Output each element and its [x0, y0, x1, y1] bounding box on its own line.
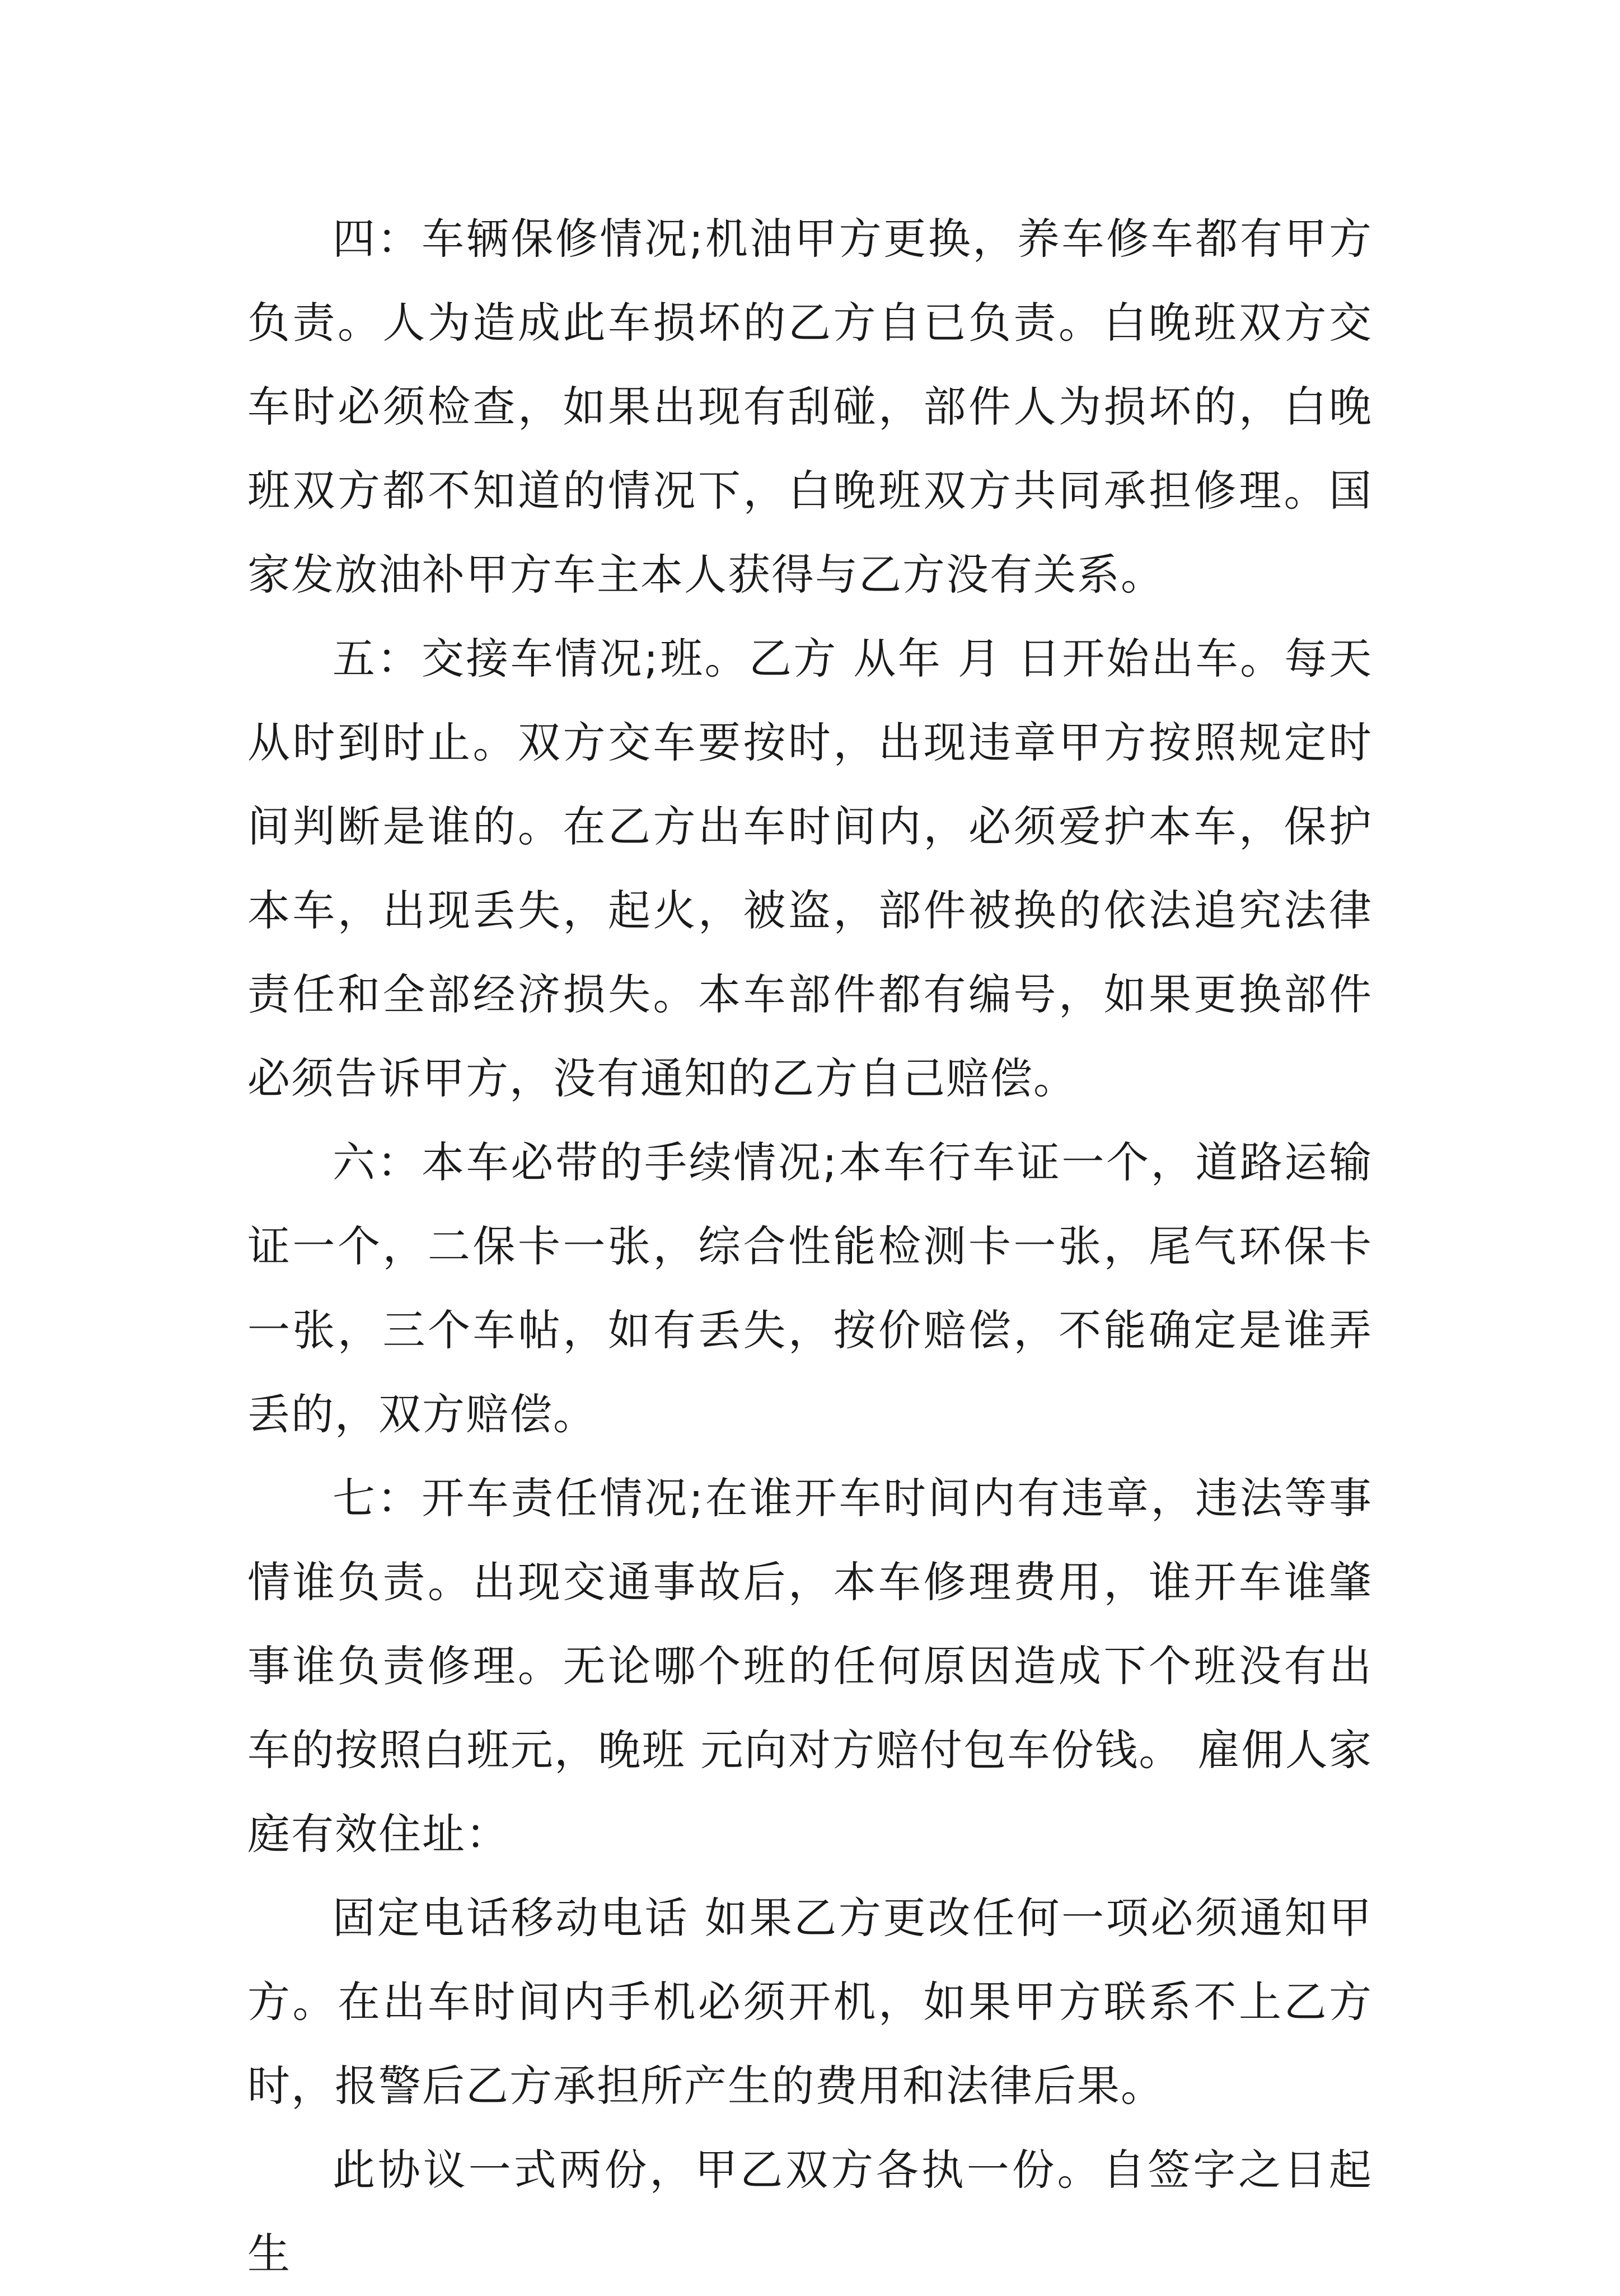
- paragraph-contact-info: 固定电话移动电话 如果乙方更改任何一项必须通知甲方。在出车时间内手机必须开机，如果甲方联系不上乙方时，报警后乙方承担所产生的费用和法律后果。: [247, 1893, 1373, 2111]
- paragraph-vehicle-handover: 五：交接车情况;班。乙方 从年 月 日开始出车。每天从时到时止。双方交车要按时，出现违章甲方按照规定时间判断是谁的。在乙方出车时间内，必须爱护本车，保护本车，出现丢失，起火，被盗，部件被换的依法追究法律责任和全部经济损失。本车部件都有编号，如果更换部件必须告诉甲方，没有通知的乙方自己赔偿。: [247, 634, 1373, 1103]
- paragraph-required-documents: 六：本车必带的手续情况;本车行车证一个，道路运输证一个，二保卡一张，综合性能检测卡一张，尾气环保卡一张，三个车帖，如有丢失，按价赔偿，不能确定是谁弄丢的，双方赔偿。: [247, 1137, 1373, 1439]
- paragraph-agreement-copies: 此协议一式两份，甲乙双方各执一份。自签字之日起生: [247, 2145, 1373, 2279]
- paragraph-maintenance: 四：车辆保修情况;机油甲方更换，养车修车都有甲方负责。人为造成此车损坏的乙方自已负责。白晚班双方交车时必须检查，如果出现有刮碰，部件人为损坏的，白晚班双方都不知道的情况下，白晚班双方共同承担修理。国家发放油补甲方车主本人获得与乙方没有关系。: [247, 214, 1373, 599]
- paragraph-driving-responsibility: 七：开车责任情况;在谁开车时间内有违章，违法等事情谁负责。出现交通事故后，本车修理费用，谁开车谁肇事谁负责修理。无论哪个班的任何原因造成下个班没有出车的按照白班元，晚班 元向对方赔付包车份钱。 雇佣人家庭有效住址：: [247, 1473, 1373, 1859]
- document-body: [247, 197, 1373, 2296]
